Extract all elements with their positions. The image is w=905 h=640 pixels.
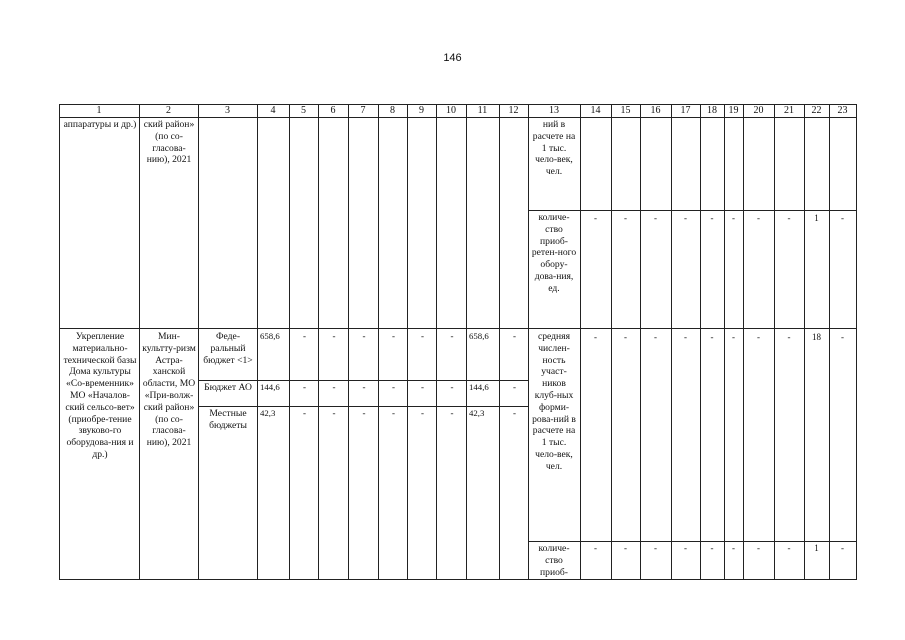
indicator-value: - (624, 543, 627, 553)
funding-value: - (303, 382, 306, 392)
funding-value: - (513, 331, 516, 341)
funding-value: - (450, 331, 454, 341)
indicator-value: - (787, 213, 791, 223)
row1-indicator-2: количе-ство приоб-ретен-ного обору-дова-ния, ед. (531, 212, 577, 294)
indicator-value: - (684, 332, 687, 342)
row2-indicator-2: количе-ство приоб- (538, 543, 570, 578)
indicator-value: - (594, 332, 597, 342)
funding-value: - (421, 408, 424, 418)
indicator-value: - (841, 332, 844, 342)
indicator-value: - (757, 213, 760, 223)
indicator-value: - (624, 332, 627, 342)
funding-value: 144,6 (260, 382, 280, 392)
indicator-value: - (732, 213, 735, 223)
header-cell: 11 (477, 105, 488, 116)
header-cell: 8 (390, 105, 395, 116)
funding-value: - (421, 382, 424, 392)
indicator-value: - (787, 543, 791, 553)
indicator-value: - (654, 213, 657, 223)
indicator-value: - (654, 332, 657, 342)
funding-value: - (392, 331, 395, 341)
funding-value: 42,3 (469, 408, 485, 418)
funding-value: - (362, 408, 366, 418)
header-cell: 19 (728, 105, 739, 116)
indicator-value: - (710, 332, 714, 342)
row2-indicator-1: средняя числен-ность участ-ников клуб-ных форми-рова-ний в расчете на 1 тыс. чело-век, чел. (532, 331, 576, 472)
funding-value: - (421, 331, 424, 341)
header-cell: 16 (650, 105, 661, 116)
indicator-value: - (757, 332, 760, 342)
header-cell: 4 (270, 105, 276, 116)
header-cell: 10 (446, 105, 456, 116)
indicator-value: - (684, 543, 687, 553)
indicator-value: - (757, 543, 760, 553)
funding-value: 658,6 (260, 331, 280, 341)
funding-value: - (392, 408, 395, 418)
indicator-value: - (684, 213, 687, 223)
row1-indicator-1: ний в расчете на 1 тыс. чело-век, чел. (532, 119, 576, 178)
header-cell: 3 (225, 105, 230, 116)
funding-value: 144,6 (469, 382, 489, 392)
funding-value: - (332, 331, 336, 341)
header-cell: 2 (166, 105, 171, 116)
funding-value: 658,6 (469, 331, 489, 341)
indicator-value: - (787, 332, 791, 342)
header-cell: 9 (419, 105, 424, 116)
funding-value: - (303, 331, 306, 341)
header-cell: 7 (360, 105, 366, 116)
funding-value: - (362, 382, 366, 392)
row2-executor: Мин-культту-ризм Астра-ханской области, МО «При-волж-ский район» (по со-гласова-нию), 2021 (142, 331, 196, 449)
header-cell: 13 (549, 105, 559, 116)
funding-value: 42,3 (260, 408, 276, 418)
header-cell: 20 (753, 105, 764, 116)
row1-description: аппаратуры и др.) (63, 119, 137, 130)
header-cell: 23 (837, 105, 848, 116)
funding-source-federal: Феде-ральный бюджет <1> (203, 331, 253, 366)
header-cell: 5 (301, 105, 306, 116)
funding-value: - (450, 382, 454, 392)
header-cell: 18 (707, 105, 717, 116)
funding-value: - (513, 382, 516, 392)
indicator-value: - (710, 543, 714, 553)
row2-description: Укрепление материально-технической базы Дома культуры «Со-временник» МО «Началов-ский сельсо-вет» (приобре-тение звуково-го оборудова-ния и др.) (63, 331, 137, 460)
page-number: 146 (443, 52, 462, 64)
indicator-value: - (841, 543, 844, 553)
row1-executor: ский район» (по со-гласова-нию), 2021 (143, 119, 195, 166)
header-cell: 6 (330, 105, 336, 116)
funding-value: - (513, 408, 516, 418)
indicator-value: 1 (814, 213, 819, 223)
funding-source-regional: Бюджет АО (204, 382, 252, 393)
funding-value: - (332, 382, 336, 392)
funding-value: - (362, 331, 366, 341)
indicator-value: - (654, 543, 657, 553)
indicator-value: 18 (812, 332, 821, 342)
indicator-value: - (710, 213, 714, 223)
header-cell: 15 (620, 105, 631, 116)
funding-value: - (450, 408, 454, 418)
header-cell: 14 (590, 105, 601, 116)
indicator-value: - (624, 213, 627, 223)
funding-value: - (332, 408, 336, 418)
indicator-value: - (841, 213, 844, 223)
funding-value: - (303, 408, 306, 418)
funding-value: - (392, 382, 395, 392)
indicator-value: - (594, 213, 597, 223)
indicator-value: - (732, 332, 735, 342)
header-cell: 21 (784, 105, 794, 116)
header-cell: 1 (96, 105, 102, 116)
header-cell: 22 (811, 105, 822, 116)
indicator-value: - (594, 543, 597, 553)
indicator-value: 1 (814, 543, 819, 553)
indicator-value: - (732, 543, 735, 553)
funding-source-local: Местные бюджеты (209, 408, 247, 431)
header-cell: 12 (508, 105, 519, 116)
header-cell: 17 (680, 105, 691, 116)
